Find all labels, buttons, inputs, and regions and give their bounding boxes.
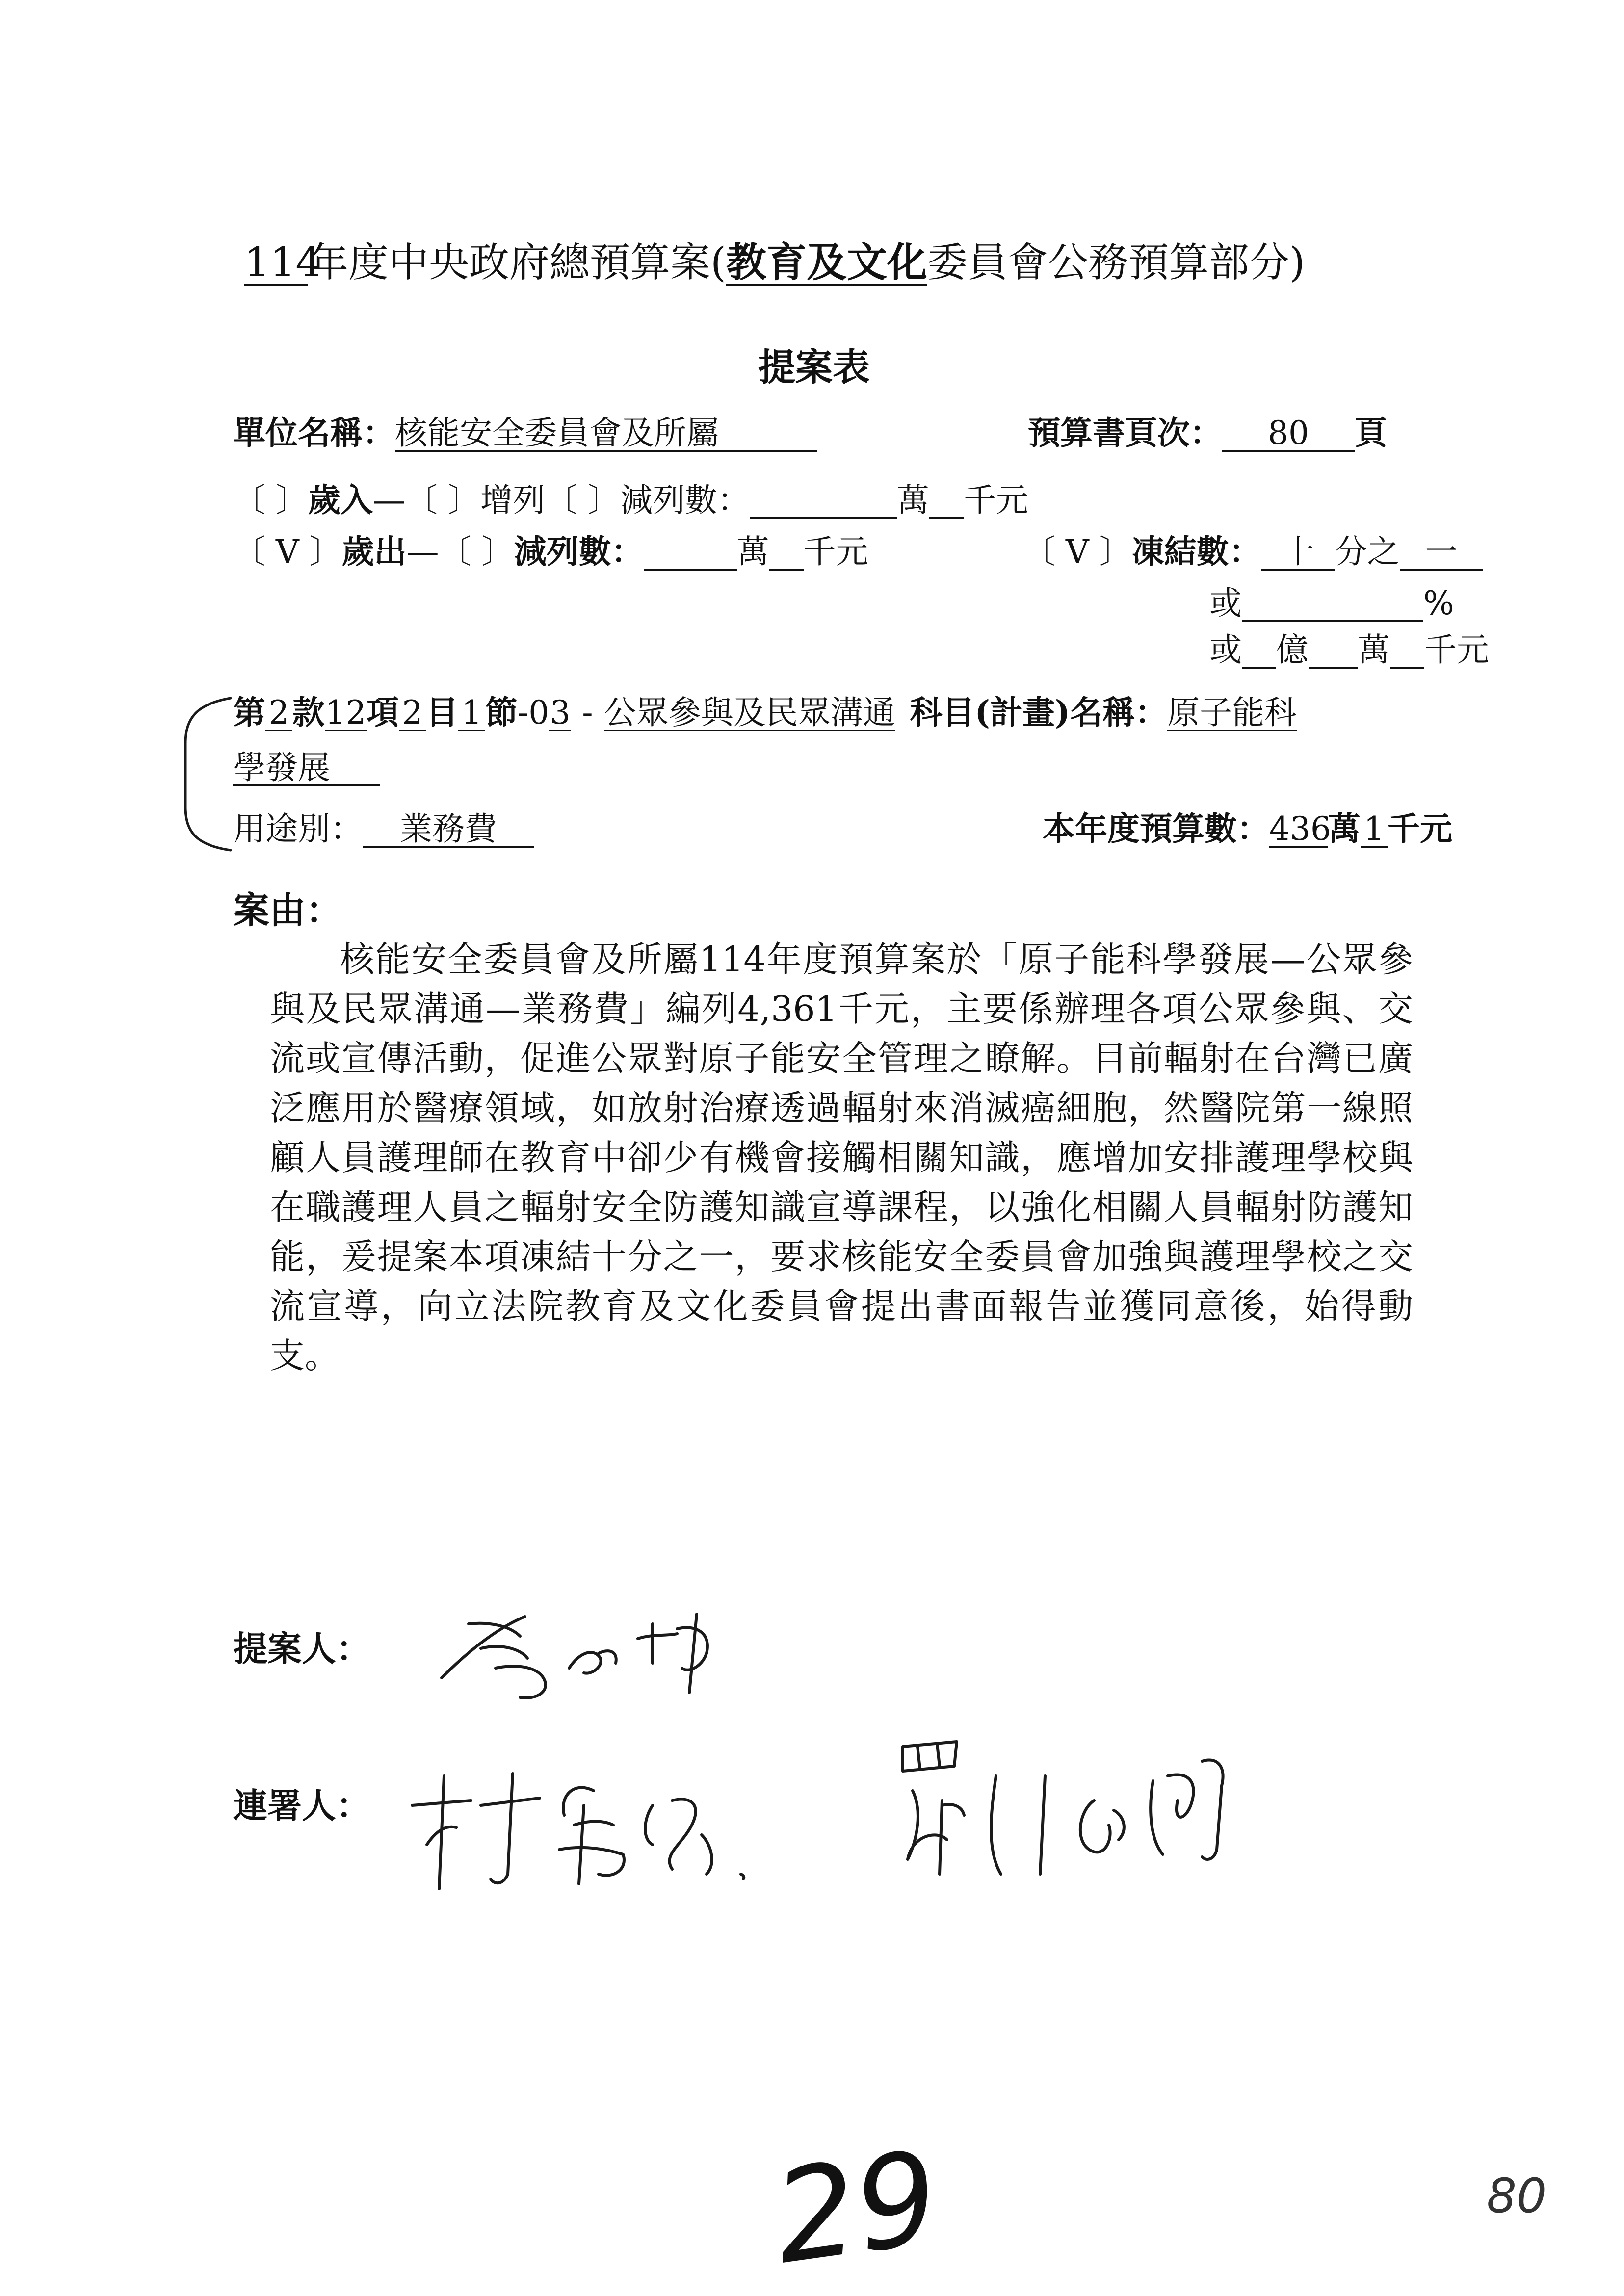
title-part-a: 年度中央政府總預算案( <box>308 239 726 286</box>
income-thousand-blank <box>929 483 964 519</box>
or-wan-unit: 萬 <box>1358 631 1390 669</box>
income-dash: — <box>372 481 405 519</box>
item-bracket <box>177 689 236 859</box>
budget-thousand: 1 <box>1361 812 1388 848</box>
income-decrease-checkbox: 〔 〕 <box>545 481 620 519</box>
budget-thousand-unit: 千元 <box>1388 809 1452 848</box>
or-thousand-unit: 千元 <box>1424 631 1489 669</box>
or-amount-row <box>1209 633 1489 669</box>
item-subject-continued <box>233 751 380 786</box>
or-thousand-blank <box>1390 633 1424 669</box>
handwritten-page-number: 29 <box>765 2123 947 2293</box>
page-value: 80 <box>1222 416 1355 452</box>
proposer-label: 提案人： <box>233 1628 370 1669</box>
item-jie: 1 <box>458 696 485 731</box>
or-word-2: 或 <box>1209 631 1242 669</box>
cosigner-signature-1 <box>397 1747 800 1894</box>
expense-checkbox: 〔 V 〕 <box>233 533 342 571</box>
reason-text: 核能安全委員會及所屬114年度預算案於「原子能科學發展—公眾參與及民眾溝通—業務費」編列4,361千元，主要係辦理各項公眾參與、交流或宣傳活動，促進公眾對原子能安全管理之瞭解。目前輻射在台灣已廣泛應用於醫療領域，如放射治療透過輻射來消滅癌細胞，然醫院第一線照顧人員護理師在教育中卻少有機會接觸相關知識，應增加安排護理學校與在職護理人員之輻射安全防護知識宣導課程，以強化相關人員輻射防護知能，爰提案本項凍結十分之一，要求核能安全委員會加強與護理學校之交流宣導，向立法院教育及文化委員會提出書面報告並獲同意後，始得動支。 <box>270 939 1413 1376</box>
expense-wan-blank <box>644 535 737 571</box>
expense-label: 歲出 <box>341 532 407 571</box>
income-label: 歲入 <box>308 481 373 519</box>
expense-decrease: 減列數： <box>514 532 644 571</box>
expense-wan: 萬 <box>736 533 769 571</box>
item-program: 公眾參與及民眾溝通 <box>603 694 895 731</box>
budget-row <box>1043 809 1452 848</box>
title-committee: 教育及文化 <box>726 239 928 286</box>
title-year: 114 <box>244 239 321 286</box>
item-dash: - <box>582 694 593 731</box>
income-increase-checkbox: 〔 〕 <box>405 481 480 519</box>
item-mu: 2 <box>399 696 426 731</box>
freeze-denominator: 十 <box>1261 535 1335 571</box>
expense-thousand: 千元 <box>803 533 868 571</box>
income-row <box>233 483 1028 519</box>
freeze-numerator: 一 <box>1400 535 1483 571</box>
page-ref <box>1028 416 1387 452</box>
income-decrease: 減列數： <box>620 481 750 519</box>
page-label: 預算書頁次： <box>1028 414 1222 452</box>
freeze-row <box>1023 532 1483 571</box>
freeze-checkbox: 〔 V 〕 <box>1023 533 1132 571</box>
proposer-signature <box>422 1594 795 1712</box>
cosigner-label: 連署人： <box>233 1785 370 1826</box>
usage-value: 業務費 <box>363 812 534 848</box>
item-xiang-label: 項 <box>367 693 399 731</box>
item-subject-label: 科目(計畫)名稱： <box>910 693 1168 731</box>
unit-value: 核能安全委員會及所屬 <box>395 416 817 452</box>
unit-row <box>233 416 817 452</box>
budget-wan-unit: 萬 <box>1328 809 1361 848</box>
percent-sign: % <box>1423 584 1454 622</box>
expense-decrease-checkbox: 〔 〕 <box>439 533 514 571</box>
budget-wan: 436 <box>1269 810 1331 848</box>
usage-row <box>233 812 534 848</box>
usage-label: 用途別： <box>233 810 363 848</box>
budget-label: 本年度預算數： <box>1043 809 1269 848</box>
freeze-fraction-word: 分之 <box>1335 533 1400 571</box>
unit-label: 單位名稱： <box>233 414 395 452</box>
item-kuan: 2 <box>265 696 292 731</box>
income-wan-blank <box>750 483 897 519</box>
expense-row <box>233 532 868 571</box>
cosigner-signature-2 <box>883 1712 1266 1908</box>
income-thousand: 千元 <box>963 481 1028 519</box>
item-subject-line2: 學發展 <box>233 751 380 786</box>
title-part-b: 委員會公務預算部分) <box>927 239 1306 286</box>
freeze-label: 凍結數： <box>1131 532 1261 571</box>
item-jie-label: 節 <box>485 693 518 731</box>
income-increase: 增列 <box>480 481 545 519</box>
or-percent-row <box>1209 586 1454 622</box>
item-kuan-label: 款 <box>292 693 325 731</box>
item-code: 3 <box>550 694 571 731</box>
page-unit: 頁 <box>1355 414 1387 452</box>
percent-blank <box>1242 586 1423 622</box>
yi-blank <box>1242 633 1276 669</box>
item-mu-label: 目 <box>426 693 458 731</box>
item-xiang: 12 <box>325 694 367 731</box>
corner-note: 80 <box>1487 2168 1547 2223</box>
item-subject-line1: 原子能科 <box>1167 694 1297 731</box>
expense-dash: — <box>406 533 439 571</box>
or-word-1: 或 <box>1209 584 1242 622</box>
income-checkbox: 〔 〕 <box>233 481 308 519</box>
form-title: 提案表 <box>758 345 870 389</box>
or-wan-blank <box>1309 633 1358 669</box>
yi-unit: 億 <box>1276 631 1309 669</box>
item-di: 第 <box>233 693 265 731</box>
expense-thousand-blank <box>769 535 804 571</box>
income-wan: 萬 <box>896 481 929 519</box>
reason-label: 案由： <box>233 889 342 932</box>
document-title <box>244 231 1305 288</box>
item-row <box>233 693 1297 731</box>
item-code-prefix: -0 <box>518 694 550 731</box>
